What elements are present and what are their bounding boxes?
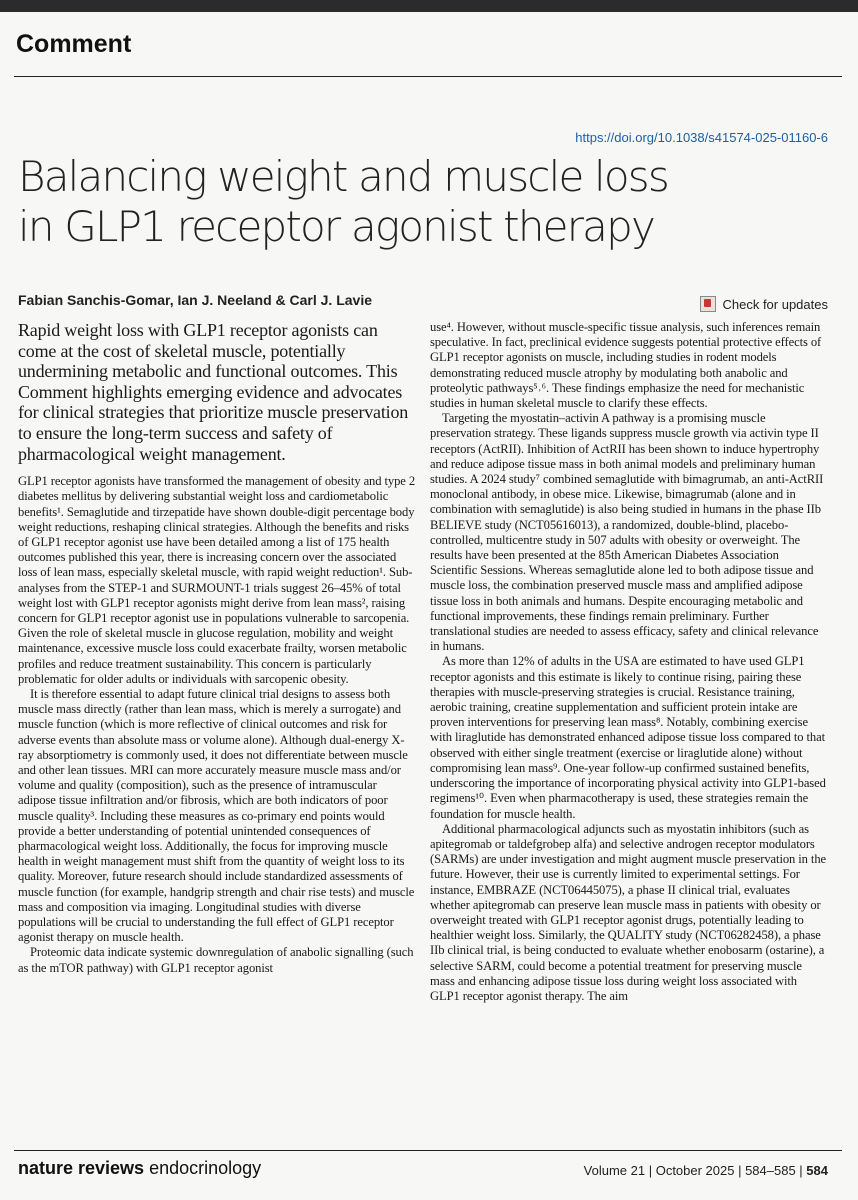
title-line-2: in GLP1 receptor agonist therapy (18, 202, 655, 251)
footer-rule (14, 1150, 842, 1151)
issue-info (584, 1163, 828, 1178)
volume-date-pages: Volume 21 | October 2025 | 584–585 | (583, 1163, 807, 1178)
left-column (18, 320, 416, 976)
doi-link[interactable]: https://doi.org/10.1038/s41574-025-01160-6 (575, 130, 828, 145)
screenshot-top-bar (0, 0, 858, 12)
journal-name-rest: endocrinology (144, 1158, 262, 1178)
article-title (18, 152, 818, 252)
body-paragraph: Targeting the myostatin–activin A pathway is a promising muscle preservation strategy. These ligands suppress muscle growth via activin type II receptors (ActRII). Inhibition of ActRII has been shown to induce hypertrophy and reduce adipose tissue mass in both animal models and preliminary human studies. A 2024 study⁷ combined semaglutide with bimagrumab, an anti-ActRII monoclonal antibody, in obese mice. Likewise, bimagrumab (alone and in combination with semaglutide) is also being studied in humans in the phase IIb BELIEVE study (NCT05616013), a randomized, double-blind, placebo-controlled, multicentre study in 507 adults with obesity or overweight. The results have been presented at the 85th American Diabetes Association Scientific Sessions. Whereas semaglutide alone led to both adipose tissue and muscle loss, the combination preserved muscle mass and amplified adipose tissue loss in both animals and humans. Despite encouraging metabolic and functional improvements, these findings remain preliminary. Further translational studies are needed to assess efficacy, safety and clinical relevance in humans. (430, 411, 824, 654)
right-column (430, 320, 826, 1004)
check-for-updates-button[interactable] (700, 296, 828, 312)
author-list: Fabian Sanchis-Gomar, Ian J. Neeland & Carl J. Lavie (18, 292, 373, 308)
body-paragraph: use⁴. However, without muscle-specific tissue analysis, such inferences remain speculative. In fact, preclinical evidence suggests potential protective effects of GLP1 receptor agonists on muscle, including studies in rodent models demonstrating reduced muscle atrophy by modulating both anabolic and proteolytic pathways⁵˒⁶. These findings emphasize the need for mechanistic studies in human skeletal muscle to clarify these effects. (430, 320, 822, 411)
page-number: 584 (806, 1163, 828, 1178)
body-paragraph: It is therefore essential to adapt future clinical trial designs to assess both muscle mass directly (rather than lean mass, which is merely a surrogate) and muscle function (which is more reflective of clinical outcomes and risk for adverse events than absolute mass or volume alone). Although dual-energy X-ray absorptiometry is commonly used, it does not differentiate between muscle and other lean tissues. MRI can more accurately measure muscle mass and/or volume and quality (composition), such as the presence of intramuscular adipose tissue infiltration and/or fibrosis, which are both indicators of poor muscle quality³. Including these measures as co-primary end points would provide a better understanding of potential unintended consequences of pharmacological weight loss. Additionally, the focus for improving muscle health in weight management must shift from the quantity of weight loss to its quality. Moreover, future research should include standardized assessments of muscle function (for example, handgrip strength and chair rise tests) and muscle mass and composition via imaging. Longitudinal studies with diverse populations will be crucial to understanding the full effect of GLP1 receptor agonist therapy on muscle health. (18, 687, 415, 945)
body-paragraph: Additional pharmacological adjuncts such as myostatin inhibitors (such as apitegromab or taldefgrobep alfa) and selective androgen receptor modulators (SARMs) are under investigation and might augment muscle preservation in the future. However, their use is currently limited to experimental settings. For instance, EMBRAZE (NCT06445075), a phase II clinical trial, evaluates whether apitegromab can preserve lean muscle mass in patients with obesity or overweight treated with GLP1 receptor agonist drugs, potentially leading to healthier weight loss. Similarly, the QUALITY study (NCT06282458), a phase IIb clinical trial, is being conducted to evaluate whether enobosarm (ostarine), a selective SARM, could become a potential treatment for preserving muscle mass and enhancing adipose tissue loss during weight loss associated with GLP1 receptor agonist therapy. The aim (430, 821, 827, 1003)
title-line-1: Balancing weight and muscle loss (18, 152, 668, 201)
check-updates-label: Check for updates (722, 296, 828, 312)
check-updates-icon (700, 296, 716, 312)
body-paragraph: Proteomic data indicate systemic downregulation of anabolic signalling (such as the mTOR pathway) with GLP1 receptor agonist (18, 945, 414, 975)
header-rule (14, 76, 842, 77)
abstract: Rapid weight loss with GLP1 receptor agonists can come at the cost of skeletal muscle, potentially undermining metabolic and functional outcomes. This Comment highlights emerging evidence and advocates for clinical strategies that prioritize muscle preservation to ensure the long-term success and safety of pharmacological weight management. (18, 320, 409, 464)
journal-logo (18, 1158, 261, 1179)
journal-name-bold: nature reviews (18, 1158, 145, 1178)
body-paragraph: GLP1 receptor agonists have transformed the management of obesity and type 2 diabetes mellitus by delivering substantial weight loss and cardiometabolic benefits¹. Semaglutide and tirzepatide have shown double-digit percentage body weight reductions, reshaping clinical strategies. Although the benefits and risks of GLP1 receptor agonist use have been detailed among a list of 175 health outcomes published this year, there is increasing concern over the associated loss of lean mass, especially skeletal muscle, with rapid weight reduction¹. Sub-analyses from the STEP-1 and SURMOUNT-1 trials suggest 26–45% of total weight lost with GLP1 receptor agonists might derive from lean mass², raising concern for GLP1 receptor agonist use in populations vulnerable to sarcopenia. Given the role of skeletal muscle in glucose regulation, mobility and weight maintenance, excessive muscle loss could exacerbate frailty, worsen metabolic profiles and reduce treatment sustainability. This concern is particularly problematic for older adults or individuals with sarcopenic obesity. (18, 474, 416, 686)
body-paragraph: As more than 12% of adults in the USA are estimated to have used GLP1 receptor agonists and this estimate is likely to continue rising, pairing these therapies with muscle-preserving strategies is crucial. Resistance training, aerobic training, creatine supplementation and sufficient protein intake are proven interventions for preserving lean mass⁸. Notably, combining exercise with liraglutide has demonstrated enhanced adipose tissue loss compared to that observed with either single treatment (exercise or liraglutide alone) without compromising lean mass⁹. One-year follow-up confirmed sustained benefits, underscoring the importance of incorporating physical activity into GLP1-based regimens¹⁰. Even when pharmacotherapy is used, these strategies remain the foundation for muscle health. (430, 654, 826, 821)
section-label: Comment (16, 30, 132, 58)
